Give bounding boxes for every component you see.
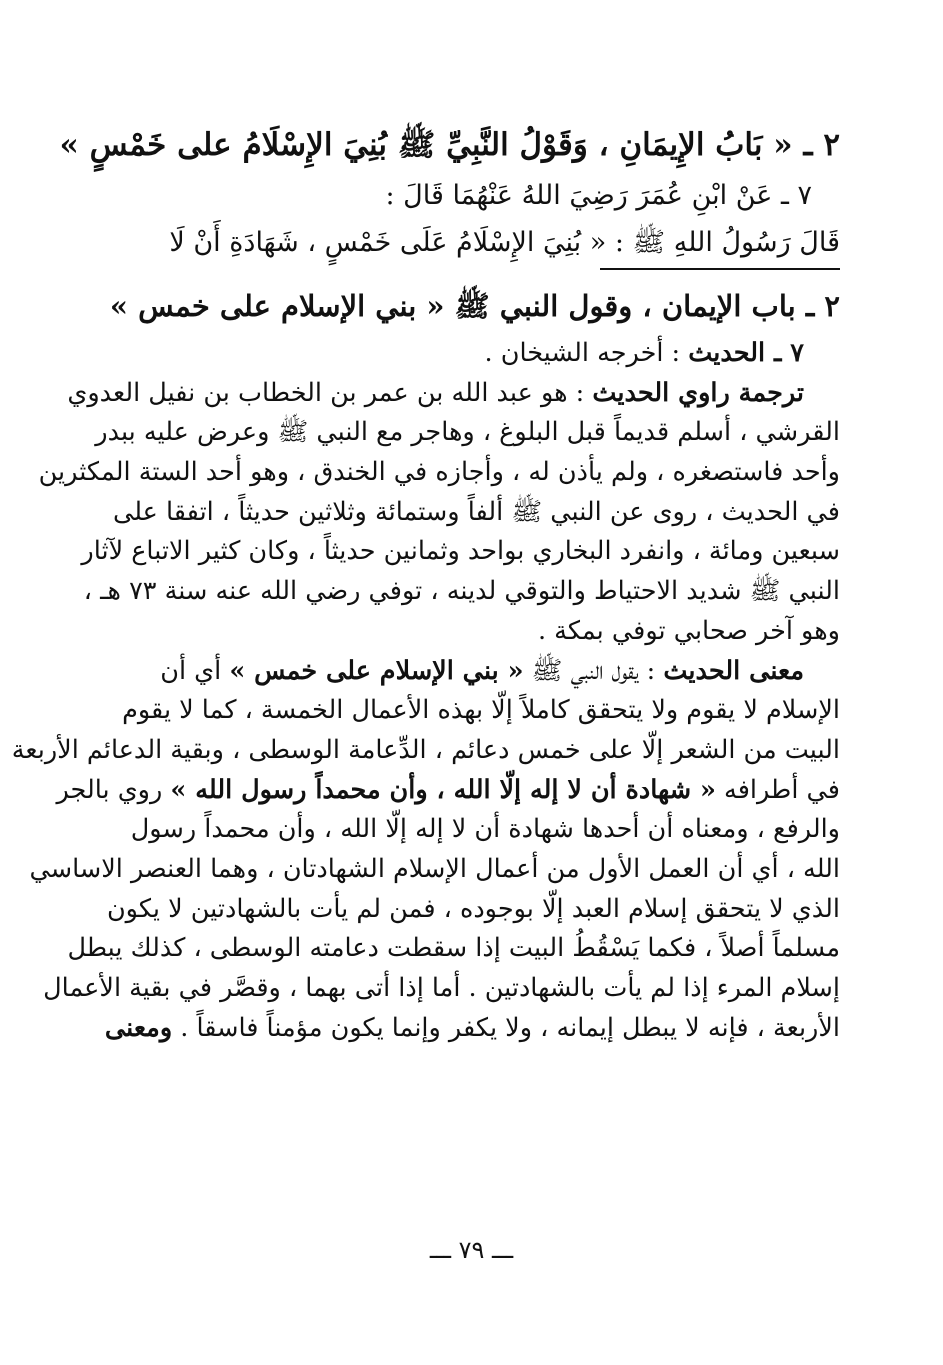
narrator-line: القرشي ، أسلم قديماً قبل البلوغ ، وهاجر مع النبي ﷺ وعرض عليه ببدر (95, 417, 840, 448)
narrator-label: ترجمة راوي الحديث (592, 377, 804, 408)
meaning-text: في أطرافه (715, 774, 840, 805)
takhrij-text: : أخرجه الشيخان . (484, 338, 689, 368)
meaning-label: معنى الحديث (663, 655, 804, 686)
meaning-line (90, 1009, 840, 1049)
narrator-line: وهو آخر صحابي توفي بمكة . (537, 615, 840, 646)
meaning-line: البيت من الشعر إلّا على خمس دعائم ، الدِّعامة الوسطى ، وبقية الدعائم الأربعة (11, 734, 840, 765)
shahada-quote: « شهادة أن لا إله إلّا الله ، وأن محمداً رسول الله » (170, 774, 716, 805)
meaning-line: الإسلام لا يقوم ولا يتحقق كاملاً إلّا بهذه الأعمال الخمسة ، كما لا يقوم (122, 695, 840, 726)
meaning-line: مسلماً أصلاً ، فكما يَسْقُطُ البيت إذا سقطت دعامته الوسطى ، كذلك يبطل (67, 933, 840, 964)
narrator-line: في الحديث ، روى عن النبي ﷺ ألفاً وستمائة وثلاثين حديثاً ، اتفقا على (112, 496, 840, 527)
meaning-line: والرفع ، ومعناه أن أحدها شهادة أن لا إله إلّا الله ، وأن محمداً رسول (130, 814, 840, 845)
meaning-text: : يقول النبي ﷺ (523, 655, 664, 686)
commentary-separator (600, 268, 840, 270)
narrator-text: : هو عبد الله بن عمر بن الخطاب بن نفيل العدوي (67, 377, 593, 408)
meaning-quote: « بني الإسلام على خمس » (229, 655, 524, 686)
continuation-word: ومعنى (104, 1012, 173, 1043)
meaning-text: الأربعة ، فإنه لا يبطل إيمانه ، ولا يكفر وإنما يكون مؤمناً فاسقاً . (172, 1012, 840, 1043)
meaning-line (90, 652, 840, 692)
narrator-line: النبي ﷺ شديد الاحتياط والتوقي لدينه ، توفي رضي الله عنه سنة ٧٣ هـ ، (83, 576, 840, 607)
meaning-text: روي بالجر (56, 774, 171, 805)
meaning-text: أي أن (160, 655, 230, 686)
narrator-line: سبعين ومائة ، وانفرد البخاري بواحد وثمانين حديثاً ، وكان كثير الاتباع لآثار (81, 536, 840, 567)
takhrij-label: ٧ ـ الحديث (688, 338, 804, 368)
narrator-line: وأحد فاستصغره ، ولم يأذن له ، وأجازه في الخندق ، وهو أحد الستة المكثرين (38, 457, 840, 488)
hadith-matn-line: قَالَ رَسُولُ اللهِ ﷺ : « بُنِيَ الإِسْلَامُ عَلَى خَمْسٍ ، شَهَادَةِ أَنْ لَا (169, 227, 840, 258)
book-page (11, 118, 840, 1048)
meaning-line: إسلام المرء إذا لم يأت بالشهادتين . أما إذا أتى بهما ، وقصَّر في بقية الأعمال (43, 973, 840, 1003)
meaning-line (56, 771, 840, 811)
narrator-line (67, 374, 840, 414)
chapter-heading-vocalized: ٢ ـ « بَابُ الإِيمَانِ ، وَقَوْلُ النَّبِيِّ ﷺ بُنِيَ الإِسْلَامُ على خَمْسٍ » (59, 127, 840, 163)
meaning-line: الذي لا يتحقق إسلام العبد إلّا بوجوده ، فمن لم يأت بالشهادتين لا يكون (106, 893, 840, 924)
takhrij-line (90, 334, 840, 374)
hadith-isnad-line: ٧ ـ عَنْ ابْنِ عُمَرَ رَضِيَ اللهُ عَنْهُمَا قَالَ : (385, 180, 812, 211)
chapter-heading-commentary: ٢ ـ باب الإيمان ، وقول النبي ﷺ « بني الإسلام على خمس » (109, 289, 840, 323)
meaning-line: الله ، أي أن العمل الأول من أعمال الإسلام الشهادتان ، وهما العنصر الاساسي (29, 853, 840, 884)
page-number: ـــ ٧٩ ـــ (429, 1236, 514, 1264)
